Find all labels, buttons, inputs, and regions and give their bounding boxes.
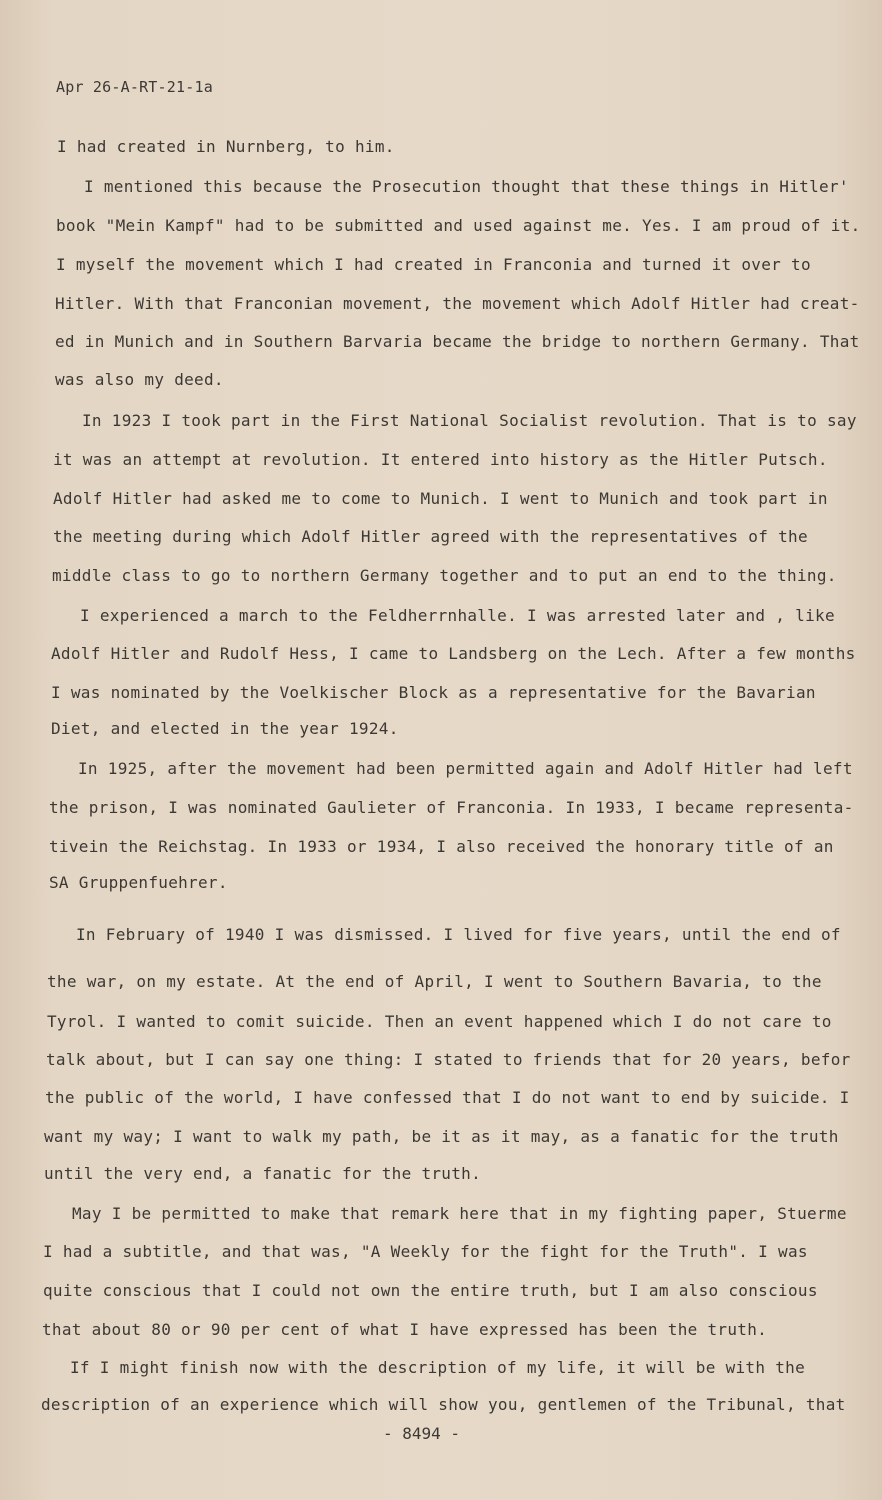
- text-line: ed in Munich and in Southern Barvaria became the bridge to northern Germany. That: [55, 332, 860, 351]
- text-line: Hitler. With that Franconian movement, the movement which Adolf Hitler had creat-: [55, 294, 860, 313]
- text-line: Adolf Hitler and Rudolf Hess, I came to Landsberg on the Lech. After a few months: [51, 644, 856, 663]
- text-line: the war, on my estate. At the end of April, I went to Southern Bavaria, to the: [47, 972, 822, 991]
- text-line: If I might finish now with the description of my life, it will be with the: [70, 1358, 806, 1377]
- text-line: I myself the movement which I had created in Franconia and turned it over to: [56, 255, 811, 274]
- text-line: description of an experience which will show you, gentlemen of the Tribunal, that: [41, 1395, 846, 1414]
- text-line: quite conscious that I could not own the entire truth, but I am also conscious: [43, 1281, 818, 1300]
- text-line: the public of the world, I have confessed that I do not want to end by suicide. I: [45, 1088, 850, 1107]
- document-header: Apr 26-A-RT-21-1a: [56, 78, 213, 96]
- text-line: SA Gruppenfuehrer.: [49, 873, 228, 892]
- text-line: until the very end, a fanatic for the truth.: [44, 1164, 482, 1183]
- text-line: In 1925, after the movement had been permitted again and Adolf Hitler had left: [78, 759, 853, 778]
- text-line: want my way; I want to walk my path, be it as it may, as a fanatic for the truth: [44, 1127, 839, 1146]
- text-line: May I be permitted to make that remark here that in my fighting paper, Stuerme: [72, 1204, 847, 1223]
- text-line: I was nominated by the Voelkischer Block as a representative for the Bavarian: [51, 683, 816, 702]
- text-line: it was an attempt at revolution. It entered into history as the Hitler Putsch.: [53, 450, 828, 469]
- page-number: - 8494 -: [383, 1424, 461, 1443]
- text-line: In February of 1940 I was dismissed. I lived for five years, until the end of: [76, 925, 841, 944]
- text-line: Adolf Hitler had asked me to come to Munich. I went to Munich and took part in: [53, 489, 828, 508]
- text-line: I experienced a march to the Feldherrnhalle. I was arrested later and , like: [80, 606, 835, 625]
- text-line: I had a subtitle, and that was, "A Weekly for the fight for the Truth". I was: [43, 1242, 808, 1261]
- text-line: Tyrol. I wanted to comit suicide. Then an event happened which I do not care to: [47, 1012, 832, 1031]
- text-line: the meeting during which Adolf Hitler agreed with the representatives of the: [53, 527, 808, 546]
- text-line: book "Mein Kampf" had to be submitted and used against me. Yes. I am proud of it.: [56, 216, 861, 235]
- text-line: I had created in Nurnberg, to him.: [57, 137, 395, 156]
- text-line: the prison, I was nominated Gaulieter of Franconia. In 1933, I became representa-: [49, 798, 854, 817]
- text-line: was also my deed.: [55, 370, 224, 389]
- text-line: middle class to go to northern Germany together and to put an end to the thing.: [52, 566, 837, 585]
- text-line: In 1923 I took part in the First National Socialist revolution. That is to say: [82, 411, 857, 430]
- text-line: talk about, but I can say one thing: I stated to friends that for 20 years, befor: [46, 1050, 851, 1069]
- text-line: that about 80 or 90 per cent of what I have expressed has been the truth.: [42, 1320, 768, 1339]
- text-line: I mentioned this because the Prosecution thought that these things in Hitler': [84, 177, 849, 196]
- text-line: Diet, and elected in the year 1924.: [51, 719, 399, 738]
- text-line: tivein the Reichstag. In 1933 or 1934, I also received the honorary title of an: [49, 837, 834, 856]
